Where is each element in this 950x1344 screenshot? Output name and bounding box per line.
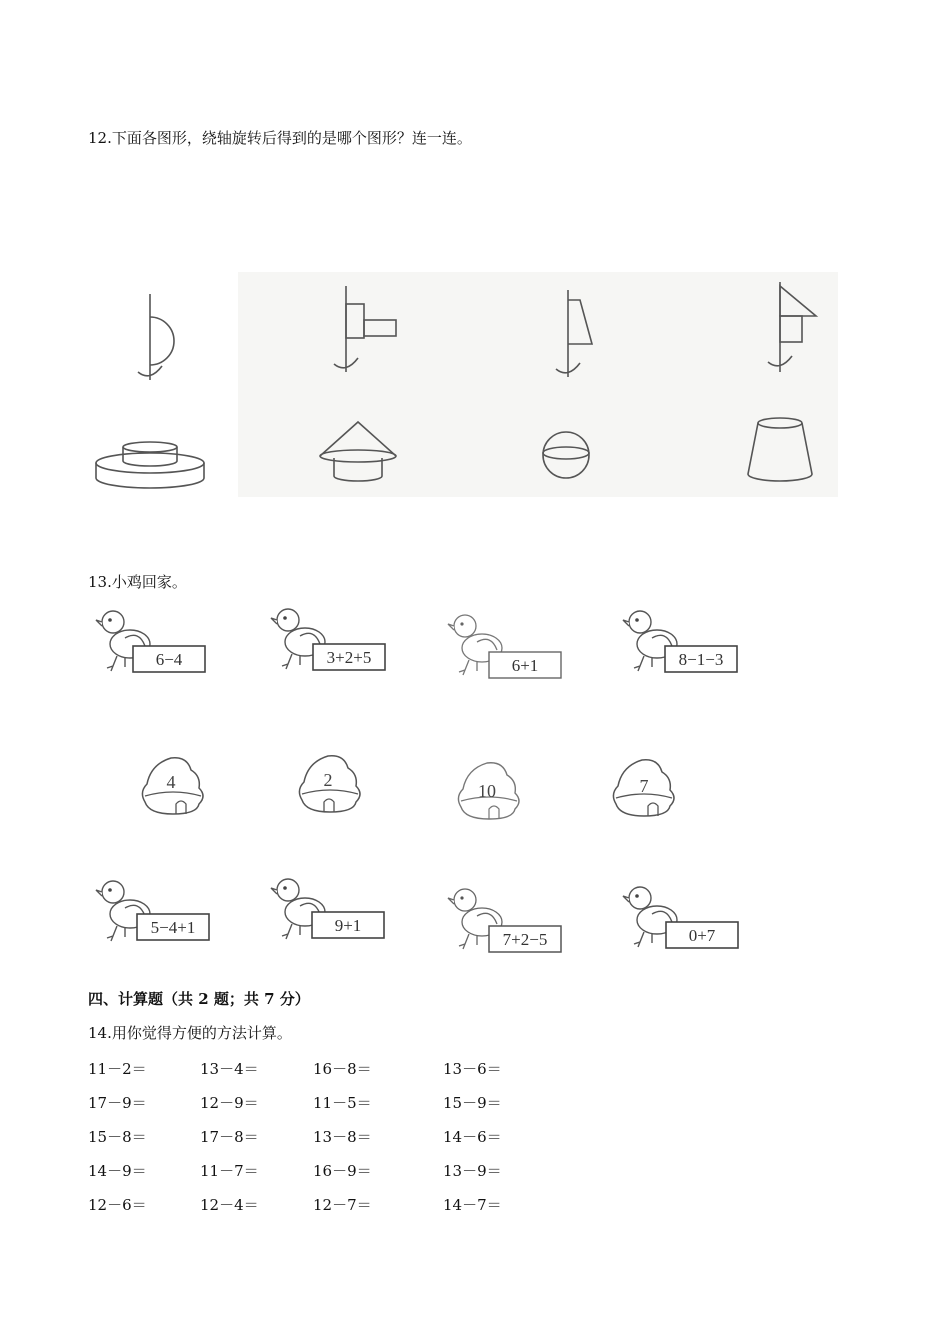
chick-icon — [270, 872, 390, 944]
section-title: 四、计算题（共 2 题；共 7 分） — [88, 990, 310, 1008]
chick-card[interactable] — [447, 882, 567, 954]
calc-item: 11－2＝ — [88, 1060, 147, 1078]
chick-card[interactable] — [270, 604, 390, 676]
calc-item: 14－7＝ — [443, 1196, 502, 1214]
calc-item: 17－9＝ — [88, 1094, 147, 1112]
chick-expression: 6−4 — [155, 650, 183, 669]
calc-item: 11－7＝ — [200, 1162, 259, 1180]
chick-expression: 9+1 — [334, 916, 362, 935]
house-card[interactable] — [137, 752, 209, 822]
chick-expression: 7+2−5 — [502, 930, 548, 949]
chick-expression: 0+7 — [688, 926, 716, 945]
calc-item: 12－6＝ — [88, 1196, 147, 1214]
chick-card[interactable] — [622, 606, 742, 678]
chick-icon — [95, 874, 215, 946]
chick-expression: 5−4+1 — [150, 918, 196, 937]
chick-card[interactable] — [95, 604, 215, 676]
calc-item: 12－7＝ — [313, 1196, 372, 1214]
house-icon — [608, 754, 680, 824]
calc-item: 15－9＝ — [443, 1094, 502, 1112]
calc-item: 12－4＝ — [200, 1196, 259, 1214]
chick-expression: 8−1−3 — [678, 650, 724, 669]
calc-item: 16－9＝ — [313, 1162, 372, 1180]
half-circle-axis-figure — [138, 294, 174, 380]
calc-item: 11－5＝ — [313, 1094, 372, 1112]
calc-item: 17－8＝ — [200, 1128, 259, 1146]
chick-icon — [447, 882, 567, 954]
calc-item: 14－9＝ — [88, 1162, 147, 1180]
chick-card[interactable] — [270, 872, 390, 944]
calc-item: 16－8＝ — [313, 1060, 372, 1078]
q14-title: 14.用你觉得方便的方法计算。 — [88, 1024, 292, 1042]
house-icon — [137, 752, 209, 822]
chick-icon — [622, 606, 742, 678]
house-card[interactable] — [453, 757, 525, 827]
chick-expression: 6+1 — [511, 656, 539, 675]
house-card[interactable] — [608, 754, 680, 824]
chick-icon — [622, 880, 742, 952]
q12-title: 12.下面各图形，绕轴旋转后得到的是哪个图形？连一连。 — [88, 129, 472, 147]
calc-item: 12－9＝ — [200, 1094, 259, 1112]
q13-title: 13.小鸡回家。 — [88, 573, 187, 591]
house-icon — [453, 757, 525, 827]
house-icon — [294, 750, 366, 820]
chick-card[interactable] — [622, 880, 742, 952]
calc-item: 13－6＝ — [443, 1060, 502, 1078]
house-number: 2 — [323, 770, 333, 790]
house-card[interactable] — [294, 750, 366, 820]
chick-icon — [447, 608, 567, 680]
calc-item: 15－8＝ — [88, 1128, 147, 1146]
house-number: 10 — [478, 781, 496, 801]
chick-card[interactable] — [447, 608, 567, 680]
calc-item: 14－6＝ — [443, 1128, 502, 1146]
chick-icon — [95, 604, 215, 676]
calc-item: 13－9＝ — [443, 1162, 502, 1180]
calc-item: 13－4＝ — [200, 1060, 259, 1078]
rotation-figure-panel — [88, 272, 843, 497]
house-number: 4 — [166, 772, 176, 792]
stacked-cylinders-solid — [96, 442, 204, 488]
house-number: 7 — [639, 776, 649, 796]
chick-card[interactable] — [95, 874, 215, 946]
chick-icon — [270, 604, 390, 676]
chick-expression: 3+2+5 — [326, 648, 372, 667]
calc-item: 13－8＝ — [313, 1128, 372, 1146]
